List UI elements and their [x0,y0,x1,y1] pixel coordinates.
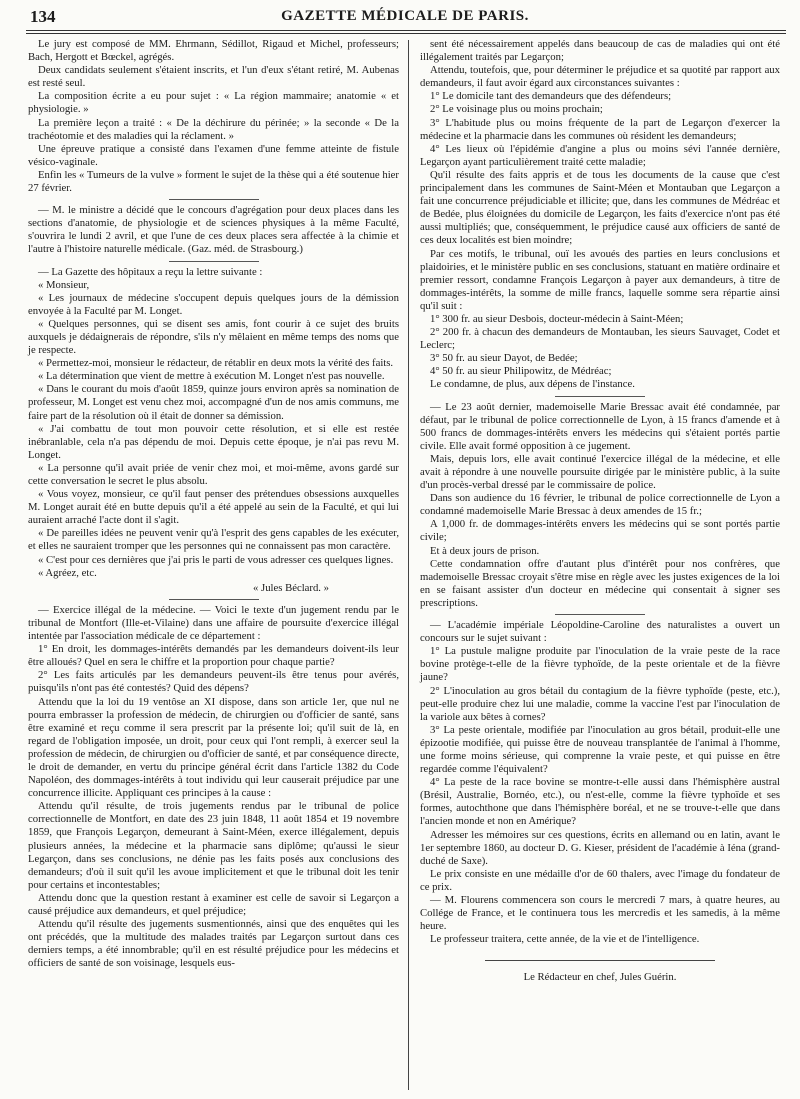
paragraph: « La personne qu'il avait priée de venir chez moi, et moi-même, avons gardé sur cette conversation le secret le plus absolu. [28,461,399,487]
section-separator [555,396,645,397]
signoff-rule [485,960,715,961]
paragraph: La composition écrite a eu pour sujet : « La région mammaire; anatomie « et physiologie. » [28,90,399,116]
paragraph: « Agréez, etc. [38,566,97,579]
paragraph: 3° L'habitude plus ou moins fréquente de la part de Legarçon d'exercer la médecine et la pharmacie dans les communes où résident les demandeurs; [420,116,780,142]
section-separator [169,261,259,262]
paragraph: Dans son audience du 16 février, le tribunal de police correctionnelle de Lyon a condamné mademoiselle Marie Bressac à deux amendes de 15 fr.; [420,492,780,518]
paragraph: 3° La peste orientale, modifiée par l'inoculation au gros bétail, produit-elle une épizootie modifiée, qui puisse être de nouveau transplantée de l'animal à l'homme, une forme moins sérieuse, qui comprenne la vraie peste, et qui puisse en être regardée comme l'équivalent? [420,723,780,776]
section-separator [169,599,259,600]
column-divider [408,40,409,1090]
paragraph: — M. le ministre a décidé que le concours d'agrégation pour deux places dans les sections d'anatomie, de physiologie et de sciences physiques à la même Faculté, s'ouvrira le lundi 2 avril, et que l'une de ces deux places sera affectée à la chimie et l'autre à l'histoire naturelle médicale. (Gaz. méd. de Strasbourg.) [28,204,399,256]
header-rule [26,30,786,31]
paragraph: Attendu que la loi du 19 ventôse an XI dispose, dans son article 1er, que nul ne pourra embrasser la profession de médecin, de chirurgien ou d'officier de santé, sans être examiné et reçu comme il sera prescrit par la présente loi; qu'il suit de là, en regard de l'obligation imposée, un droit, pour ceux qui l'ont rempli, à exercer seul la profession de médecin, de chirurgien ou d'officier de santé, et par conséquence directe, le droit de demander, en vertu du principe général écrit dans l'article 1382 du Code Napoléon, des dommages-intérêts à tout individu qui leur causerait préjudice par une concurrence illicite. Appliquant ces principes à la cause : [28,695,399,800]
paragraph: « C'est pour ces dernières que j'ai pris le parti de vous adresser ces quelques lignes. [38,553,394,566]
paragraph: — M. Flourens commencera son cours le mercredi 7 mars, à quatre heures, au Collége de France, et le continuera tous les mercredis et les samedis, à la même heure. [420,894,780,933]
paragraph: A 1,000 fr. de dommages-intérêts envers les médecins qui se sont portés partie civile; [420,518,780,544]
paragraph: Le condamne, de plus, aux dépens de l'instance. [430,378,635,391]
paragraph: 1° En droit, les dommages-intérêts demandés par les demandeurs doivent-ils leur être alloués? Quel en sera le chiffre et la proportion pour chaque partie? [28,643,399,669]
paragraph: 2° Les faits articulés par les demandeurs peuvent-ils être tenus pour avérés, puisqu'ils n'ont pas été contestés? Quid des dépens? [28,669,399,695]
paragraph: 1° La pustule maligne produite par l'inoculation de la vraie peste de la race bovine protège-t-elle de la fièvre typhoïde, de la peste orientale et de la fièvre jaune? [420,645,780,684]
paragraph: Attendu donc que la question restant à examiner est celle de savoir si Legarçon a causé préjudice aux demandeurs, et quel préjudice; [28,891,399,917]
paragraph: Attendu qu'il résulte, de trois jugements rendus par le tribunal de police correctionnelle de Montfort, en date des 23 juin 1848, 11 août 1854 et 19 novembre 1859, que François Legarçon, demeurant à Saint-Méen, exerce illégalement, depuis plusieurs années, la médecine et la pharmacie sans diplôme; qu'aussi le sieur Legarçon, dans ses conclusions, ne dénie pas les faits posés aux conclusions des demandeurs; d'où il suit qu'il les avoue implicitement et que le tribunal doit les tenir pour certains et incontestables; [28,800,399,891]
paragraph: — Le 23 août dernier, mademoiselle Marie Bressac avait été condamnée, par défaut, par le tribunal de police correctionnelle de Lyon, à 15 francs d'amende et à 500 francs de dommages-intérêts envers les médecins qui s'étaient portés partie civile. Elle avait formé opposition à ce jugement. [420,400,780,452]
paragraph: — La Gazette des hôpitaux a reçu la lettre suivante : [38,265,263,278]
paragraph: 4° Les lieux où l'épidémie d'angine a plus ou moins sévi l'année dernière, Legarçon ayant particulièrement traité cette maladie; [420,142,780,168]
section-separator [555,614,645,615]
paragraph: « J'ai combattu de tout mon pouvoir cette résolution, et si elle est restée inébranlable, cela n'a pas dépendu de moi. Depuis cette époque, je n'ai pas revu M. Longet. [28,422,399,461]
paragraph: « Permettez-moi, monsieur le rédacteur, de rétablir en deux mots la vérité des faits. [38,357,394,370]
paragraph: 4° La peste de la race bovine se montre-t-elle aussi dans l'hémisphère austral (Brésil, Australie, Bornéo, etc.), ou n'est-elle, comme la fièvre typhoïde et ses formes, autochthone que dans l'hémisphère boréal, et ne se trouve-t-elle que dans l'ancien monde et non en Amérique? [420,776,780,828]
paragraph: Attendu qu'il résulte des jugements susmentionnés, ainsi que des enquêtes qui les ont précédés, que la multitude des malades traités par Legarçon surtout dans ces derniers temps, a été innombrable; qu'il en est résulté préjudice pour les médecins et officiers de santé de son voisinage, lesquels eus- [28,918,399,970]
paragraph: Le jury est composé de MM. Ehrmann, Sédillot, Rigaud et Michel, professeurs; Bach, Hergott et Bœckel, agrégés. [28,38,399,64]
paragraph: Enfin les « Tumeurs de la vulve » forment le sujet de la thèse qui a été soutenue hier 27 février. [28,168,399,195]
paragraph: Qu'il résulte des faits appris et de tous les documents de la cause que c'est principalement dans les communes de Saint-Méen et Montauban que Legarçon a fait une concurrence préjudiciable et illicite; que, dans les communes de Médréac et de Bedée, plus éloignées du domicile de Legarçon, les faits d'exercice n'ont pas été aussi multipliés; que, conséquemment, le préjudice causé aux officiers de santé de ces deux localités est bien moindre; [420,168,780,247]
paragraph: « Les journaux de médecine s'occupent depuis quelques jours de la démission envoyée à la Faculté par M. Longet. [28,291,399,317]
paragraph: 2° 200 fr. à chacun des demandeurs de Montauban, les sieurs Sauvaget, Codet et Leclerc; [420,326,780,352]
editor-signoff: Le Rédacteur en chef, Jules Guérin. [523,971,677,984]
paragraph: Deux candidats seulement s'étaient inscrits, et l'un d'eux s'étant retiré, M. Aubenas est resté seul. [28,64,399,90]
left-column [28,38,399,970]
paragraph: « Dans le courant du mois d'août 1859, quinze jours environ après sa nomination de professeur, M. Longet est venu chez moi, accompagné d'un de nos amis communs, me faire part de la résolution où il était de donner sa démission. [28,383,399,422]
paragraph: 1° 300 fr. au sieur Desbois, docteur-médecin à Saint-Méen; [430,312,684,325]
paragraph: — L'académie impériale Léopoldine-Caroline des naturalistes a ouvert un concours sur le sujet suivant : [420,619,780,645]
paragraph: « Vous voyez, monsieur, ce qu'il faut penser des prétendues obsessions auxquelles M. Longet aurait été en butte depuis qu'il a été appelé au sein de la Faculté, et qui lui auraient arraché l'acte dont il s'agit. [28,488,399,527]
paragraph: Par ces motifs, le tribunal, ouï les avoués des parties en leurs conclusions et plaidoiries, et le ministère public en ses conclusions, statuant en matière ordinaire et premier ressort, condamne François Legarçon à payer aux demandeurs, à titre de dommages-intérêts, la somme de mille francs, laquelle somme sera répartie ainsi qu'il suit : [420,247,780,312]
page-header [22,7,788,29]
paragraph: — Exercice illégal de la médecine. — Voici le texte d'un jugement rendu par le tribunal de Montfort (Ille-et-Vilaine) dans une affaire de poursuite d'exercice illégal intentée par l'association médicale de ce département : [28,603,399,643]
paragraph: « Quelques personnes, qui se disent ses amis, font courir à ce sujet des bruits auxquels je dédaignerais de répondre, s'ils n'y mêlaient en même temps des noms que je respecte. [28,317,399,357]
paragraph: « De pareilles idées ne peuvent venir qu'à l'esprit des gens capables de les exécuter, et elles ne sauraient tromper que les personnes qui ne connaissent pas mon caractère. [28,527,399,553]
paragraph: « Monsieur, [38,278,90,291]
paragraph: 2° L'inoculation au gros bétail du contagium de la fièvre typhoïde (peste, etc.), peut-elle produire chez lui une maladie, comme la vaccine l'est par l'inoculation de la variole aux bêtes à cornes? [420,684,780,723]
header-rule-2 [26,33,786,34]
paragraph: Mais, depuis lors, elle avait continué l'exercice illégal de la médecine, et elle avait à répondre à une nouvelle poursuite dirigée par le ministère public, à la suite d'un procès-verbal dressé par le commissaire de police. [420,452,780,492]
section-separator [169,199,259,200]
running-title: GAZETTE MÉDICALE DE PARIS. [281,8,529,24]
paragraph: 1° Le domicile tant des demandeurs que des défendeurs; [430,90,672,103]
paragraph: Cette condamnation offre d'autant plus d'intérêt pour nos confrères, que mademoiselle Bressac croyait s'être mise en règle avec les justes exigences de la loi en se faisant assister d'un docteur en médecine qui consentait à signer ses prescriptions. [420,557,780,609]
paragraph: 2° Le voisinage plus ou moins prochain; [430,103,603,116]
paragraph: Le professeur traitera, cette année, de la vie et de l'intelligence. [430,933,700,946]
paragraph: 3° 50 fr. au sieur Dayot, de Bedée; [430,352,578,365]
paragraph: La première leçon a traité : « De la déchirure du périnée; » la seconde « De la trachéotomie et des maladies qui la réclament. » [28,116,399,142]
paragraph: Attendu, toutefois, que, pour déterminer le préjudice et sa quotité par rapport aux demandeurs, il faut avoir égard aux circonstances suivantes : [420,64,780,90]
paragraph: Le prix consiste en une médaille d'or de 60 thalers, avec l'image du fondateur de ce prix. [420,867,780,893]
paragraph: 4° 50 fr. au sieur Philipowitz, de Médréac; [430,365,612,378]
page-number: 134 [30,7,56,26]
paragraph: Adresser les mémoires sur ces questions, écrits en allemand ou en latin, avant le 1er septembre 1860, au docteur D. G. Kieser, président de l'académie à Iéna (grand-duché de Saxe). [420,828,780,867]
paragraph: Et à deux jours de prison. [430,544,540,557]
paragraph: sent été nécessairement appelés dans beaucoup de cas de maladies qui ont été illégalement traités par Legarçon; [420,38,780,64]
right-column [420,38,780,984]
letter-signature: « Jules Béclard. » [253,581,329,594]
paragraph: « La détermination que vient de mettre à exécution M. Longet n'est pas nouvelle. [38,370,385,383]
paragraph: Une épreuve pratique a consisté dans l'examen d'une femme atteinte de fistule vésico-vaginale. [28,142,399,168]
